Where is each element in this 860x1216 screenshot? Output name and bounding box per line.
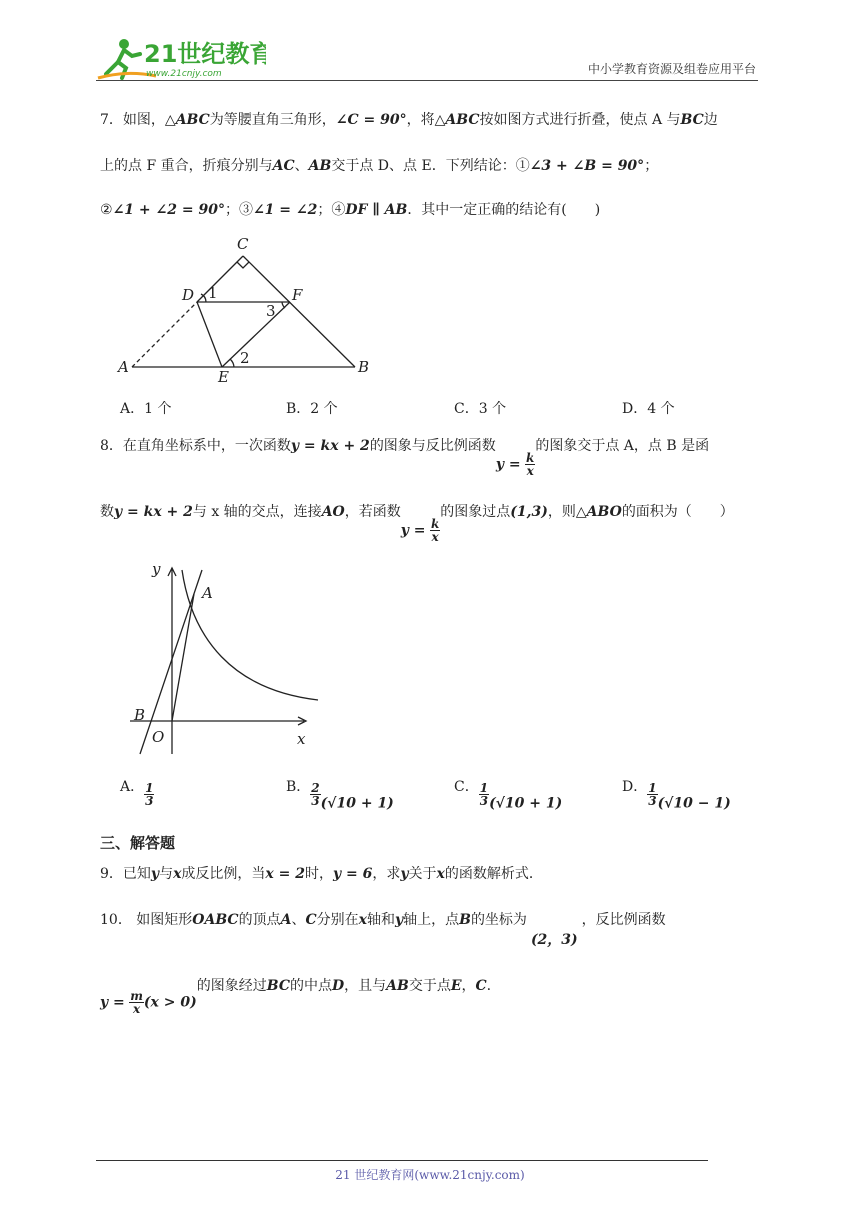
linear-function-line xyxy=(140,570,202,754)
segment-ao xyxy=(172,594,194,721)
q7-line-1: 7．如图，△ABC为等腰直角三角形，∠C = 90°，将△ABC按如图方式进行折叠，使点 A 与BC边 xyxy=(100,112,718,128)
footer-divider xyxy=(96,1160,708,1161)
q7-option-d[interactable]: D．4 个 xyxy=(622,401,675,417)
footer-text: 21 世纪教育网(www.21cnjy.com) xyxy=(335,1168,525,1182)
site-logo xyxy=(96,34,266,82)
q8-line-2: 数y = kx + 2与 x 轴的交点，连接AO，若函数y = $\frac{k}{x}$ 的图象过点(1,3)，则△ABO的面积为（ ） xyxy=(100,504,734,544)
label-y: y xyxy=(152,560,161,578)
segment-ad-dashed xyxy=(132,302,197,367)
angle-3-arc xyxy=(282,302,285,308)
segment-de xyxy=(197,302,222,367)
logo-runner-icon xyxy=(96,34,266,82)
q8-graph-figure xyxy=(122,558,322,758)
logo-url: www.21cnjy.com xyxy=(146,69,222,79)
q8-option-b[interactable]: B． $\frac{2}{3}$ (√10 + 1) xyxy=(286,779,394,812)
q7-option-b[interactable]: B．2 个 xyxy=(286,401,338,417)
frac-k-over-x: $\frac{k}{x}$ xyxy=(526,450,535,478)
label-d: D xyxy=(182,286,195,304)
q7-option-a[interactable]: A．1 个 xyxy=(120,401,172,417)
angle-2-arc xyxy=(230,359,234,367)
q10-line-2: y = $\frac{m}{x}$ (x > 0)的图象经过BC的中点D，且与AB交于点E，C. xyxy=(100,978,492,1016)
label-o: O xyxy=(152,728,165,746)
q8-option-a[interactable]: A． $\frac{1}{3}$ xyxy=(120,779,154,808)
label-a: A xyxy=(202,584,213,602)
label-a: A xyxy=(118,358,129,376)
logo-text: 21世纪教育 xyxy=(144,40,266,68)
label-e: E xyxy=(218,368,229,384)
label-x: x xyxy=(297,730,306,748)
q10-line-1: 10． 如图矩形OABC的顶点A、C分别在x轴和y轴上，点B的坐标为(2，3)，反比例函数 xyxy=(100,912,666,948)
q8-option-d[interactable]: D． $\frac{1}{3}$ (√10 − 1) xyxy=(622,779,731,812)
frac-k-over-x-2: $\frac{k}{x}$ xyxy=(430,516,440,544)
label-f: F xyxy=(292,286,303,304)
label-angle-3: 3 xyxy=(266,302,276,320)
segment-ef xyxy=(222,302,290,367)
frac-m-over-x: $\frac{m}{x}$ xyxy=(130,988,143,1016)
q8-line-1: 8．在直角坐标系中，一次函数y = kx + 2的图象与反比例函数y = $\frac{k}{x}$ 的图象交于点 A，点 B 是函 xyxy=(100,438,710,478)
header-platform-text: 中小学教育资源及组卷应用平台 xyxy=(587,62,756,76)
q7-line-3: ②∠1 + ∠2 = 90°；③∠1 = ∠2；④DF ∥ AB．其中一定正确的结论有( ) xyxy=(100,202,601,218)
header-divider xyxy=(96,80,758,81)
q7-line-2: 上的点 F 重合，折痕分别与AC、AB交于点 D、点 E．下列结论：①∠3 + ∠B = 90°； xyxy=(100,158,659,174)
label-b: B xyxy=(134,706,146,724)
q7-option-c[interactable]: C．3 个 xyxy=(454,401,507,417)
label-c: C xyxy=(237,235,249,253)
q7-triangle-figure xyxy=(110,232,380,384)
label-angle-2: 2 xyxy=(240,349,250,367)
label-angle-1: 1 xyxy=(208,284,218,302)
label-b: B xyxy=(358,358,370,376)
q9-line: 9．已知y与x成反比例，当x = 2时，y = 6，求y关于x的函数解析式． xyxy=(100,866,543,882)
section-title: 三、解答题 xyxy=(100,834,176,852)
right-angle-mark xyxy=(237,262,249,268)
q8-option-c[interactable]: C． $\frac{1}{3}$ (√10 + 1) xyxy=(454,779,563,812)
segment-dc xyxy=(197,256,243,302)
segment-cb xyxy=(243,256,355,367)
